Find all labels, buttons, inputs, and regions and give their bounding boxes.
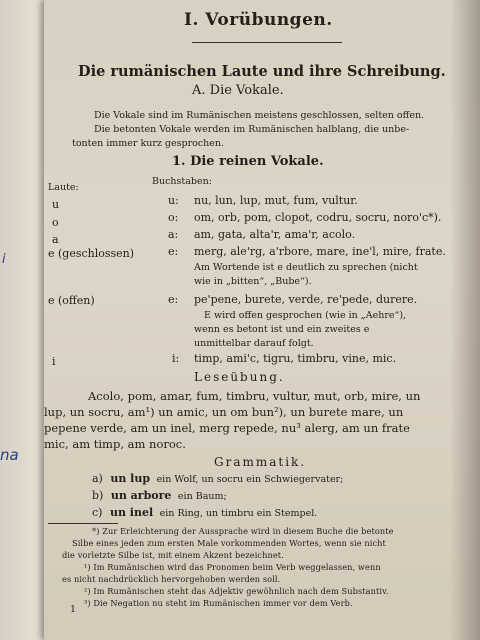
grammar-item-mark: c) bbox=[92, 506, 103, 519]
vowel-letter: o: bbox=[168, 211, 179, 224]
reading-line: mic, am timp, am noroc. bbox=[44, 437, 186, 451]
footnote-line: ²) Im Rumänischen steht das Adjektiv gewöhnlich nach dem Substantiv. bbox=[84, 586, 389, 596]
vowel-examples: pe'pene, burete, verde, re'pede, durere. bbox=[194, 293, 418, 306]
grammar-item-romanian: un arbore bbox=[110, 489, 172, 502]
grammar-item-mark: a) bbox=[92, 472, 103, 485]
margin-ink-note: na bbox=[0, 446, 19, 464]
margin-ink-note: i bbox=[2, 252, 6, 267]
title-rule bbox=[192, 42, 342, 43]
grammar-item bbox=[92, 506, 317, 519]
grammar-item-german: ein Baum; bbox=[177, 491, 227, 502]
footnote-line: die vorletzte Silbe ist, mit einem Akzent bezeichnet. bbox=[62, 550, 284, 560]
subsection-title: A. Die Vokale. bbox=[192, 83, 284, 98]
vowel-letter: e: bbox=[168, 245, 179, 258]
pronunciation-note: wenn es betont ist und ein zweites e bbox=[194, 324, 370, 335]
footnote-line: ³) Die Negation nu steht im Rumänischen immer vor dem Verb. bbox=[84, 598, 353, 608]
vowel-sound: a bbox=[52, 233, 59, 246]
grammar-item-romanian: un inel bbox=[109, 506, 154, 519]
vowel-letter: i: bbox=[172, 352, 180, 365]
intro-line: Die Vokale sind im Rumänischen meistens geschlossen, selten offen. bbox=[94, 110, 425, 121]
intro-line: Die betonten Vokale werden im Rumänischen halblang, die unbe- bbox=[94, 124, 410, 135]
pronunciation-note: E wird offen gesprochen (wie in „Aehre“), bbox=[204, 310, 407, 321]
reading-line: Acolo, pom, amar, fum, timbru, vultur, mut, orb, mire, un bbox=[88, 389, 421, 403]
book-page bbox=[44, 0, 480, 640]
grammar-item-romanian: un lup bbox=[110, 472, 151, 485]
heading-pure-vowels: 1. Die reinen Vokale. bbox=[172, 154, 324, 169]
reading-exercise-heading: Leseübung. bbox=[194, 370, 285, 384]
column-header-laute: Laute: bbox=[48, 182, 79, 193]
vowel-examples: am, gata, alta'r, ama'r, acolo. bbox=[194, 228, 356, 241]
vowel-sound: o bbox=[52, 216, 59, 229]
vowel-sound: e (offen) bbox=[48, 294, 95, 307]
vowel-examples: timp, ami'c, tigru, timbru, vine, mic. bbox=[194, 352, 397, 365]
footnote-line: *) Zur Erleichterung der Aussprache wird in diesem Buche die betonte bbox=[92, 526, 394, 536]
section-title: Die rumänischen Laute und ihre Schreibung. bbox=[78, 63, 446, 80]
vowel-letter: u: bbox=[168, 194, 179, 207]
footnote-line: ¹) Im Rumänischen wird das Pronomen beim Verb weggelassen, wenn bbox=[84, 562, 381, 572]
grammar-heading: Grammatik. bbox=[214, 455, 307, 469]
vowel-examples: merg, ale'rg, a'rbore, mare, ine'l, mire, frate. bbox=[194, 245, 446, 258]
vowel-sound: u bbox=[52, 198, 60, 211]
vowel-letter: a: bbox=[168, 228, 179, 241]
pronunciation-note: unmittelbar darauf folgt. bbox=[194, 338, 314, 349]
column-header-buchstaben: Buchstaben: bbox=[152, 176, 212, 187]
pronunciation-note: wie in „bitten“, „Bube“). bbox=[194, 276, 312, 287]
grammar-item bbox=[92, 489, 227, 502]
chapter-title: I. Vorübungen. bbox=[184, 10, 333, 30]
reading-line: lup, un socru, am¹) un amic, un om bun²), un burete mare, un bbox=[44, 405, 404, 419]
grammar-item bbox=[92, 472, 343, 485]
vowel-sound: e (geschlossen) bbox=[48, 247, 135, 260]
footnote-rule bbox=[48, 523, 118, 524]
grammar-item-german: ein Wolf, un socru ein Schwiegervater; bbox=[156, 474, 344, 485]
vowel-sound: i bbox=[52, 355, 56, 368]
pronunciation-note: Am Wortende ist e deutlich zu sprechen (nicht bbox=[194, 262, 418, 273]
grammar-item-mark: b) bbox=[92, 489, 104, 502]
grammar-item-german: ein Ring, un timbru ein Stempel. bbox=[159, 508, 318, 519]
vowel-examples: nu, lun, lup, mut, fum, vultur. bbox=[194, 194, 358, 207]
reading-line: pepene verde, am un inel, merg repede, nu³ alerg, am un frate bbox=[44, 421, 410, 435]
footnote-line: Silbe eines jeden zum ersten Male vorkommenden Wortes, wenn sie nicht bbox=[72, 538, 386, 548]
intro-line: tonten immer kurz gesprochen. bbox=[72, 138, 225, 149]
footnote-line: es nicht nachdrücklich hervorgehoben werden soll. bbox=[62, 574, 281, 584]
vowel-examples: om, orb, pom, clopot, codru, socru, noro'c*). bbox=[194, 211, 442, 224]
page-number: 1 bbox=[70, 604, 77, 615]
vowel-letter: e: bbox=[168, 293, 179, 306]
